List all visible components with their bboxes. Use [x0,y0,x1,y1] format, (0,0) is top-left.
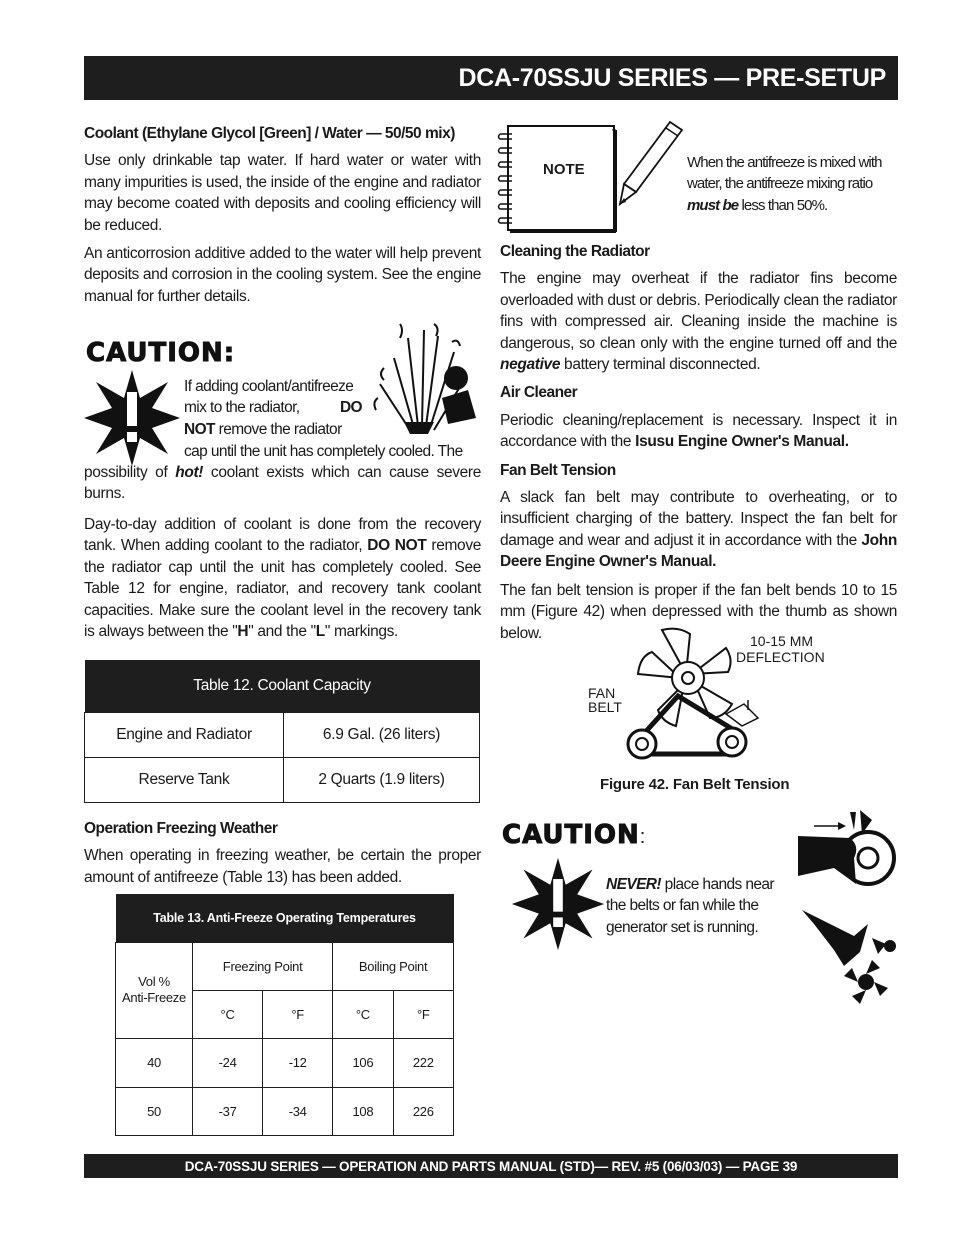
unit-fahrenheit: °F [263,990,333,1038]
deflection-label-2: DEFLECTION [736,649,825,665]
table-row [116,1038,454,1087]
table-row [85,757,480,802]
pencil-icon [616,120,686,206]
footer-text: DCA-70SSJU SERIES — OPERATION AND PARTS MANUAL (STD)— REV. #5 (06/03/03) — PAGE 39 [184,1158,798,1174]
table-cell: 108 [333,1087,393,1135]
air-cleaner-paragraph: Periodic cleaning/replacement is necessary. Inspect it in accordance with the Isusu Engine Owner's Manual. [500,411,897,451]
table-row [116,1087,454,1135]
unit-fahrenheit: °F [393,990,453,1038]
air-cleaner-heading: Air Cleaner [500,384,578,402]
deflection-label: 10-15 MM [750,633,814,649]
left-column [84,123,481,314]
belt-label: BELT [588,699,622,715]
table-cell: Engine and Radiator [85,712,284,757]
table-cell: 222 [393,1038,453,1087]
page-title: DCA-70SSJU SERIES — PRE-SETUP [458,63,886,92]
unit-celsius: °C [333,990,393,1038]
caution-line-1: If adding coolant/antifreeze [184,378,354,395]
table-cell: 40 [116,1038,193,1087]
coolant-capacity-table [84,660,480,803]
boiling-point-header: Boiling Point [333,942,454,990]
table-cell: 6.9 Gal. (26 liters) [284,712,480,757]
antifreeze-temperature-table [115,894,454,1136]
fan-belt-diagram [618,626,768,764]
caution-line-5: possibility of hot! coolant exists which can cause severe burns. [84,464,481,503]
caution-text-left-top [184,376,362,440]
fan-belt-paragraph-2: The fan belt tension is proper if the fan belt bends 10 to 15 mm (Figure 42) when depressed with the thumb as shown below. [500,581,897,642]
warning-burst-icon [510,856,606,952]
table-row [85,712,480,757]
table-cell: -37 [193,1087,263,1135]
freezing-paragraph: When operating in freezing weather, be certain the proper amount of antifreeze (Table 13) has been added. [84,847,481,886]
caution-text-right: NEVER! place hands near the belts or fan while the generator set is running. [606,876,774,936]
freezing-point-header: Freezing Point [193,942,333,990]
hand-belt-hazard-icon [794,806,900,1012]
table-cell: -24 [193,1038,263,1087]
freezing-section [84,818,481,895]
fan-belt-heading: Fan Belt Tension [500,461,616,479]
warning-burst-icon [82,368,182,468]
fan-label: FAN [588,685,616,701]
radiator-heading: Cleaning the Radiator [500,243,650,260]
page-header [84,56,898,100]
table-cell: 50 [116,1087,193,1135]
note-text: When the antifreeze is mixed with water, the antifreeze mixing ratio must be less than 50%. [687,154,882,214]
table-cell: 226 [393,1087,453,1135]
right-column [500,241,897,651]
table-cell: -12 [263,1038,333,1087]
caution-line-4: cap until the unit has completely cooled. The [184,443,463,460]
radiator-paragraph: The engine may overheat if the radiator fins become overloaded with dust or debris. Periodically clean the radiator fins with compressed air. Cleaning inside the machine is dangerous, so clean only with the engine turned off and the negative battery terminal disconnected. [500,270,897,374]
caution-line-2: mix to the radiator, DO [184,399,362,417]
coolant-heading: Coolant (Ethylane Glycol [Green] / Water — 50/50 mix) [84,125,455,142]
radiator-steam-burn-icon [364,318,482,436]
coolant-paragraph-2: An anticorrosion additive added to the water will help prevent deposits and corrosion in the cooling system. See the engine manual for further details. [84,245,481,305]
vol-antifreeze-header: Vol % Anti-Freeze [116,942,193,1038]
table-13-title: Table 13. Anti-Freeze Operating Temperatures [116,894,454,942]
unit-celsius: °C [193,990,263,1038]
notebook-icon [496,124,618,234]
table-cell: 2 Quarts (1.9 liters) [284,757,480,802]
table-cell: -34 [263,1087,333,1135]
caution-heading-right: CAUTION: [502,820,646,850]
figure-caption: Figure 42. Fan Belt Tension [600,776,790,793]
coolant-paragraph-1: Use only drinkable tap water. If hard water or water with many impurities is used, the inside of the engine and radiator may become coated with deposits and cooling efficiency will be reduced. [84,152,481,234]
caution-line-3: NOT remove the radiator [184,420,342,438]
table-cell: 106 [333,1038,393,1087]
daily-coolant-paragraph: Day-to-day addition of coolant is done from the recovery tank. When adding coolant to the radiator, DO NOT remove the radiator cap until the unit has completely cooled. See Table 12 for engine, radiator, and recovery tank coolant capacities. Make sure the coolant level in the recovery tank is always between the "H" and the "L" markings. [84,516,481,641]
caution-heading-left: CAUTION: [86,338,236,368]
freezing-heading: Operation Freezing Weather [84,820,278,837]
page-footer [84,1154,898,1178]
table-12-title: Table 12. Coolant Capacity [85,660,480,712]
table-cell: Reserve Tank [85,757,284,802]
note-label: NOTE [543,161,585,178]
fan-belt-paragraph-1: A slack fan belt may contribute to overheating, or to insufficient charging of the battery. Inspect the fan belt for damage and wear and adjust it in accordance with the John Deere Engine Owner's Manual. [500,489,897,571]
